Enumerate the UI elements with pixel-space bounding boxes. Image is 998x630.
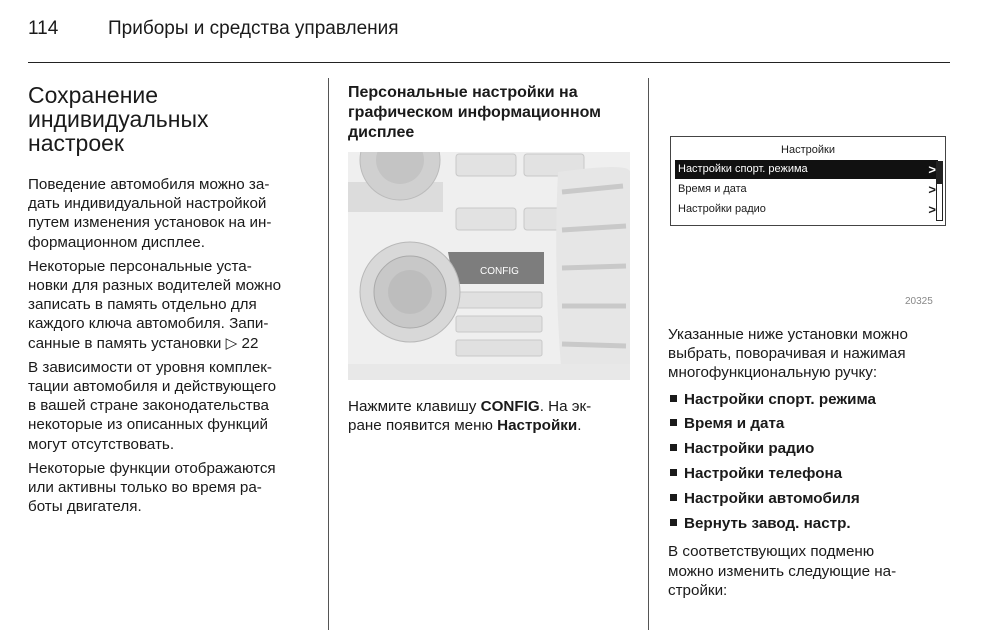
display-item-radio[interactable]: Настройки радио >	[678, 202, 936, 217]
paragraph-equipment: В зависимости от уровня комплек- тации автомобиля и действующего в вашей стране законодательства некоторые из описанных функций могут отсутствовать.	[28, 358, 277, 453]
section-title: Приборы и средства управления	[108, 18, 399, 39]
display-item-time[interactable]: Время и дата >	[678, 182, 936, 197]
console-photo	[348, 152, 630, 380]
chevron-right-icon: >	[928, 202, 936, 217]
settings-menu-label: Настройки	[497, 417, 578, 435]
config-key-label: CONFIG	[480, 266, 519, 277]
display-item-sport[interactable]: Настройки спорт. режима >	[675, 160, 938, 179]
list-item: Настройки автомобиля	[668, 487, 958, 512]
column-3-text	[668, 325, 958, 605]
list-item: Настройки радио	[668, 437, 958, 462]
column-divider-2	[648, 78, 649, 630]
list-item: Время и дата	[668, 412, 958, 437]
subsection-heading: Персональные настройки на графическом информационном дисплее	[348, 84, 602, 141]
column-divider-1	[328, 78, 329, 630]
display-scrollbar	[936, 161, 943, 221]
list-item: Настройки спорт. режима	[668, 388, 958, 413]
list-item: Вернуть завод. настр.	[668, 512, 958, 537]
chevron-right-icon: >	[928, 182, 936, 197]
list-item: Настройки телефона	[668, 462, 958, 487]
paragraph-engine: Некоторые функции отображаются или активны только во время ра- боты двигателя.	[28, 459, 276, 516]
paragraph-intro: Указанные ниже установки можно выбрать, поворачивая и нажимая многофункциональную ручку:	[668, 326, 908, 382]
paragraph-outro: В соответствующих подменю можно изменить следующие на- стройки:	[668, 543, 897, 599]
paragraph-behavior: Поведение автомобиля можно за- дать индивидуальной настройкой путем изменения установок на ин- формационном дисплее.	[28, 176, 272, 251]
page-ref-link[interactable]: 22	[241, 334, 259, 352]
console-illustration	[348, 152, 630, 380]
header-rule	[28, 62, 950, 63]
section-heading: Сохранение индивидуальных настроек	[28, 82, 209, 156]
display-title: Настройки	[781, 144, 835, 156]
figure-id: 20325	[905, 296, 933, 307]
settings-list	[668, 388, 958, 537]
chevron-right-icon: >	[928, 162, 936, 177]
column-1	[28, 83, 320, 521]
column-2	[348, 83, 638, 143]
config-button-label: CONFIG	[480, 398, 540, 415]
page-number: 114	[28, 18, 59, 39]
display-screen	[670, 136, 946, 226]
paragraph-memory: Некоторые персональные уста- новки для разных водителей можно записать в память отдельно для каждого ключа автомобиля. Запи- санные в память установки ▷ 22	[28, 257, 282, 352]
config-instruction: Нажмите клавишу CONFIG. На эк- ране появится меню Настройки.	[348, 398, 592, 435]
page-ref-arrow-icon: ▷	[225, 334, 238, 352]
